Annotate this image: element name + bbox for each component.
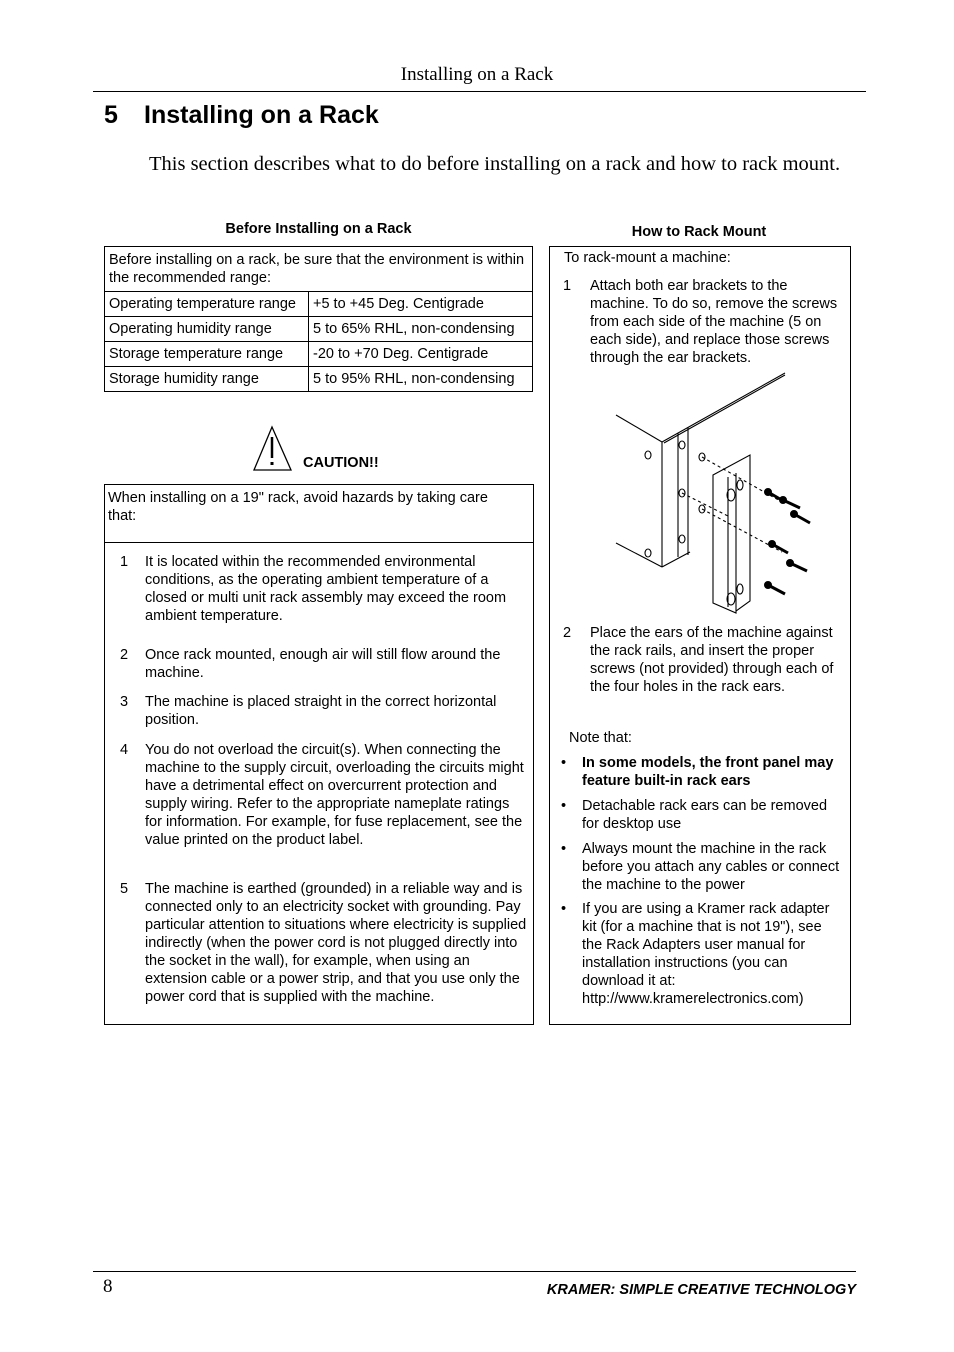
- rack-lead: To rack-mount a machine:: [564, 250, 731, 266]
- bullet: •: [561, 755, 567, 771]
- intro-paragraph: This section describes what to do before installing on a rack and how to rack mount.: [149, 153, 841, 175]
- table-row: [105, 317, 533, 342]
- item-number: 4: [120, 742, 129, 758]
- step-text: Place the ears of the machine against the rack rails, and insert the proper screws (not provided) through each of the four holes in the rack ears.: [590, 625, 834, 695]
- rack-mount-box: [549, 246, 851, 1025]
- hazard-divider: [105, 542, 533, 543]
- step-text: Attach both ear brackets to the machine. To do so, remove the screws from each side of the machine (5 on each side), and replace those screws through the ear brackets.: [590, 278, 838, 366]
- environment-lead: Before installing on a rack, be sure that the environment is within the recommended range:: [105, 247, 533, 292]
- note-text: Always mount the machine in the rack before you attach any cables or connect the machine to the power: [582, 841, 840, 893]
- note-text: Detachable rack ears can be removed for desktop use: [582, 798, 828, 832]
- env-value: 5 to 95% RHL, non-condensing: [309, 367, 533, 392]
- env-value: 5 to 65% RHL, non-condensing: [309, 317, 533, 342]
- running-header: Installing on a Rack: [400, 64, 554, 85]
- section-number: 5: [104, 101, 118, 129]
- hazard-box: [104, 484, 534, 1025]
- note-text: If you are using a Kramer rack adapter kit (for a machine that is not 19"), see the Rack Adapters user manual for installation instructions (you can download it at: http://www.kramerelectronics.com): [582, 901, 830, 1007]
- item-text: The machine is placed straight in the correct horizontal position.: [145, 694, 497, 728]
- hazard-intro: When installing on a 19" rack, avoid hazards by taking care that:: [108, 490, 488, 524]
- env-label: Operating humidity range: [105, 317, 309, 342]
- table-row: [105, 342, 533, 367]
- table-row: [105, 292, 533, 317]
- bullet: •: [561, 841, 567, 857]
- section-title: Installing on a Rack: [144, 101, 379, 129]
- env-label: Operating temperature range: [105, 292, 309, 317]
- item-text: You do not overload the circuit(s). When connecting the machine to the supply circuit, overloading the circuits might have a detrimental effect on overcurrent protection and supply wiring. Refer to the appropriate nameplate ratings for information. For example, for fuse replacement, see the value printed on the product label.: [145, 742, 524, 848]
- item-number: 2: [120, 647, 129, 663]
- step-number: 1: [563, 278, 572, 294]
- env-label: Storage temperature range: [105, 342, 309, 367]
- env-value: -20 to +70 Deg. Centigrade: [309, 342, 533, 367]
- bullet: •: [561, 901, 567, 917]
- environment-table: [104, 246, 533, 392]
- footer-rule: [93, 1271, 856, 1272]
- note-lead: Note that:: [569, 730, 632, 746]
- step-number: 2: [563, 625, 572, 641]
- ear-bracket-illustration: [610, 367, 845, 622]
- page-number: 8: [103, 1276, 113, 1297]
- note-text: In some models, the front panel may feature built-in rack ears: [582, 755, 834, 789]
- item-text: Once rack mounted, enough air will still flow around the machine.: [145, 647, 501, 681]
- env-label: Storage humidity range: [105, 367, 309, 392]
- header-rule: [93, 91, 866, 92]
- bullet: •: [561, 798, 567, 814]
- rack-mount-title: How to Rack Mount: [631, 224, 767, 240]
- item-number: 5: [120, 881, 129, 897]
- footer-brand: KRAMER: SIMPLE CREATIVE TECHNOLOGY: [546, 1282, 856, 1298]
- table-row: [105, 367, 533, 392]
- item-number: 1: [120, 554, 129, 570]
- item-text: The machine is earthed (grounded) in a reliable way and is connected only to an electricity socket with grounding. Pay particular attention to situations where electricity is supplied indirectly (when the power cord is not plugged directly into the socket in the wall), for example, when using an extension cable or a power strip, and that you use only the power cord that is supplied with the machine.: [145, 881, 527, 1005]
- before-installing-title: Before Installing on a Rack: [225, 221, 412, 237]
- caution-label: CAUTION!!: [303, 455, 379, 471]
- env-value: +5 to +45 Deg. Centigrade: [309, 292, 533, 317]
- section-heading: [104, 101, 379, 130]
- item-text: It is located within the recommended environmental conditions, as the operating ambient temperature of a closed or multi unit rack assembly may exceed the room ambient temperature.: [145, 554, 507, 624]
- item-number: 3: [120, 694, 129, 710]
